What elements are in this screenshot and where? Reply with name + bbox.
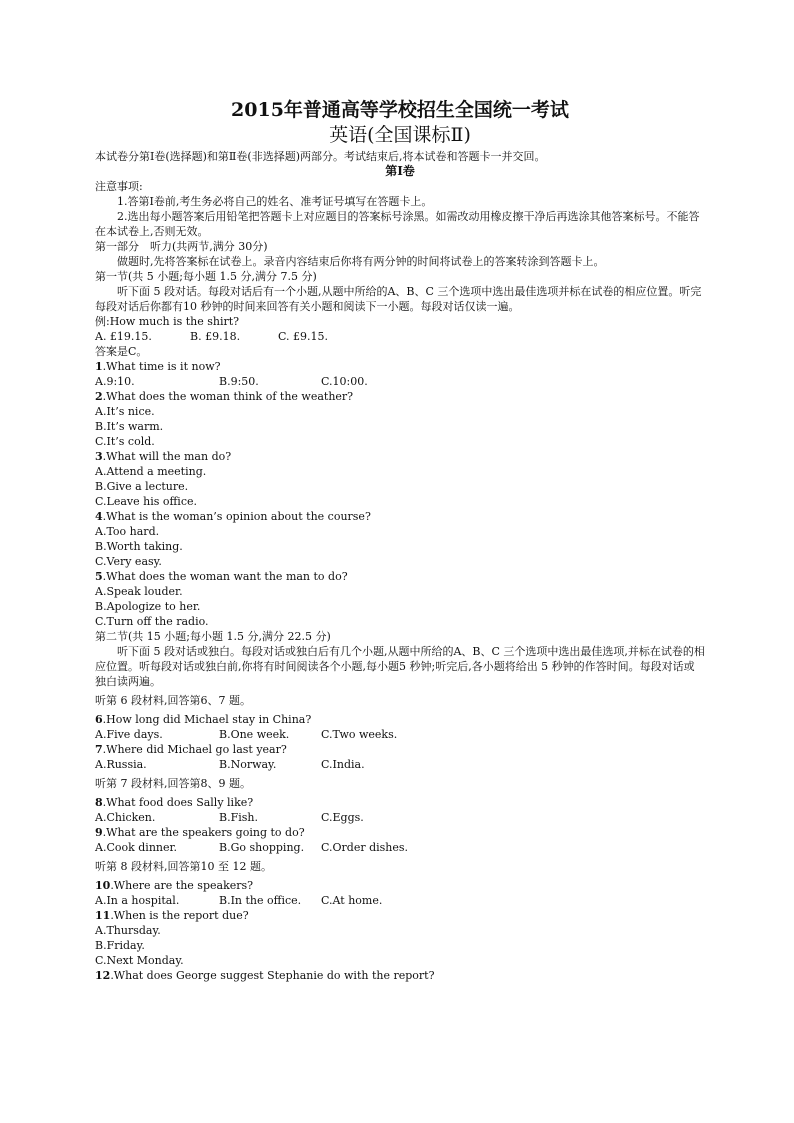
exam-page — [95, 98, 705, 983]
material-6-heading: 听第 6 段材料,回答第6、7 题。 — [95, 694, 251, 707]
option-c: C.Next Monday. — [95, 954, 184, 967]
option-b: B.9:50. — [219, 375, 259, 388]
option-b: B.It’s warm. — [95, 420, 164, 433]
question-text: .What does the woman want the man to do? — [102, 570, 348, 583]
question-number: 12 — [95, 969, 111, 982]
question-6-options — [95, 727, 705, 742]
question-number: 6 — [95, 713, 103, 726]
section2-instructions: 听下面 5 段对话或独白。每段对话或独白后有几个小题,从题中所给的A、B、C 三个选项中选出最佳选项,并标在试卷的相应位置。听每段对话或独白前,你将有时间阅读各个小题,每小题5 秒钟;听完后,各小题将给出 5 秒钟的作答时间。每段对话或独白读两遍。 — [95, 645, 705, 688]
question-number: 5 — [95, 570, 103, 583]
question-7 — [95, 742, 705, 757]
option-a: A.Cook dinner. — [95, 841, 178, 854]
example-options — [95, 329, 705, 344]
question-number: 7 — [95, 743, 103, 756]
question-number: 9 — [95, 826, 103, 839]
option-b: B.In the office. — [219, 894, 302, 907]
note-1: 1.答第Ⅰ卷前,考生务必将自己的姓名、准考证号填写在答题卡上。 — [117, 195, 433, 208]
option-a: A.Chicken. — [95, 811, 156, 824]
part1-title: 第一部分 听力(共两节,满分 30分) — [95, 240, 268, 253]
question-text: .What does George suggest Stephanie do with the report? — [110, 969, 435, 982]
page-title: 2015年普通高等学校招生全国统一考试 — [231, 99, 569, 121]
intro-text: 本试卷分第Ⅰ卷(选择题)和第Ⅱ卷(非选择题)两部分。考试结束后,将本试卷和答题卡一并交回。 — [95, 150, 546, 163]
question-number: 4 — [95, 510, 103, 523]
option-a: A.It’s nice. — [95, 405, 155, 418]
option-c: C.Very easy. — [95, 555, 162, 568]
option-c: C.Order dishes. — [321, 841, 409, 854]
option-b: B.Worth taking. — [95, 540, 183, 553]
note-2: 2.选出每小题答案后用铅笔把答题卡上对应题目的答案标号涂黑。如需改动用橡皮擦干净后再选涂其他答案标号。不能答在本试卷上,否则无效。 — [95, 210, 700, 238]
question-2 — [95, 389, 705, 404]
option-b: B.One week. — [219, 728, 290, 741]
question-text: .What is the woman’s opinion about the course? — [102, 510, 371, 523]
question-1 — [95, 359, 705, 374]
section1-title: 第一节(共 5 小题;每小题 1.5 分,满分 7.5 分) — [95, 270, 317, 283]
question-9 — [95, 825, 705, 840]
part1-instructions: 做题时,先将答案标在试卷上。录音内容结束后你将有两分钟的时间将试卷上的答案转涂到答题卡上。 — [117, 255, 605, 268]
question-number: 3 — [95, 450, 103, 463]
question-text: .What will the man do? — [102, 450, 232, 463]
option-a: A. £19.15. — [95, 330, 152, 343]
question-text: .Where are the speakers? — [110, 879, 254, 892]
question-text: .When is the report due? — [110, 909, 249, 922]
section1-instructions: 听下面 5 段对话。每段对话后有一个小题,从题中所给的A、B、C 三个选项中选出最佳选项并标在试卷的相应位置。听完每段对话后你都有10 秒钟的时间来回答有关小题和阅读下一小题。每段对话仅读一遍。 — [95, 285, 702, 313]
option-a: A.Russia. — [95, 758, 147, 771]
option-a: A.In a hospital. — [95, 894, 180, 907]
question-7-options — [95, 757, 705, 772]
option-a: A.Attend a meeting. — [95, 465, 207, 478]
option-b: B.Give a lecture. — [95, 480, 189, 493]
option-c: C.Turn off the radio. — [95, 615, 209, 628]
option-b: B.Friday. — [95, 939, 145, 952]
question-9-options — [95, 840, 705, 855]
example-question: 例:How much is the shirt? — [95, 315, 240, 328]
option-a: A.Too hard. — [95, 525, 160, 538]
question-text: .What time is it now? — [102, 360, 221, 373]
question-number: 10 — [95, 879, 111, 892]
option-c: C.10:00. — [321, 375, 368, 388]
option-b: B. £9.18. — [190, 330, 241, 343]
option-c: C.Two weeks. — [321, 728, 398, 741]
example-answer: 答案是C。 — [95, 345, 148, 358]
question-10 — [95, 878, 705, 893]
question-text: .What are the speakers going to do? — [102, 826, 305, 839]
option-a: A.Five days. — [95, 728, 163, 741]
material-8-heading: 听第 8 段材料,回答第10 至 12 题。 — [95, 860, 272, 873]
question-3 — [95, 449, 705, 464]
option-a: A.Thursday. — [95, 924, 161, 937]
question-1-options — [95, 374, 705, 389]
question-number: 8 — [95, 796, 103, 809]
question-8-options — [95, 810, 705, 825]
volume-heading: 第Ⅰ卷 — [385, 164, 415, 178]
question-10-options — [95, 893, 705, 908]
page-subtitle: 英语(全国课标Ⅱ) — [329, 124, 471, 146]
option-c: C.It’s cold. — [95, 435, 155, 448]
question-11 — [95, 908, 705, 923]
option-a: A.Speak louder. — [95, 585, 183, 598]
question-6 — [95, 712, 705, 727]
notes-title: 注意事项: — [95, 180, 143, 193]
question-number: 2 — [95, 390, 103, 403]
option-c: C.Eggs. — [321, 811, 364, 824]
question-text: .What does the woman think of the weather? — [102, 390, 354, 403]
option-b: B.Norway. — [219, 758, 277, 771]
question-number: 11 — [95, 909, 111, 922]
question-5 — [95, 569, 705, 584]
option-c: C. £9.15. — [278, 330, 329, 343]
question-text: .How long did Michael stay in China? — [102, 713, 312, 726]
option-b: B.Go shopping. — [219, 841, 305, 854]
question-text: .What food does Sally like? — [102, 796, 254, 809]
question-4 — [95, 509, 705, 524]
question-text: .Where did Michael go last year? — [102, 743, 287, 756]
option-b: B.Apologize to her. — [95, 600, 201, 613]
section2-title: 第二节(共 15 小题;每小题 1.5 分,满分 22.5 分) — [95, 630, 331, 643]
option-c: C.At home. — [321, 894, 383, 907]
option-b: B.Fish. — [219, 811, 258, 824]
option-a: A.9:10. — [95, 375, 135, 388]
question-8 — [95, 795, 705, 810]
question-number: 1 — [95, 360, 103, 373]
option-c: C.India. — [321, 758, 365, 771]
material-7-heading: 听第 7 段材料,回答第8、9 题。 — [95, 777, 251, 790]
question-12 — [95, 968, 705, 983]
option-c: C.Leave his office. — [95, 495, 197, 508]
